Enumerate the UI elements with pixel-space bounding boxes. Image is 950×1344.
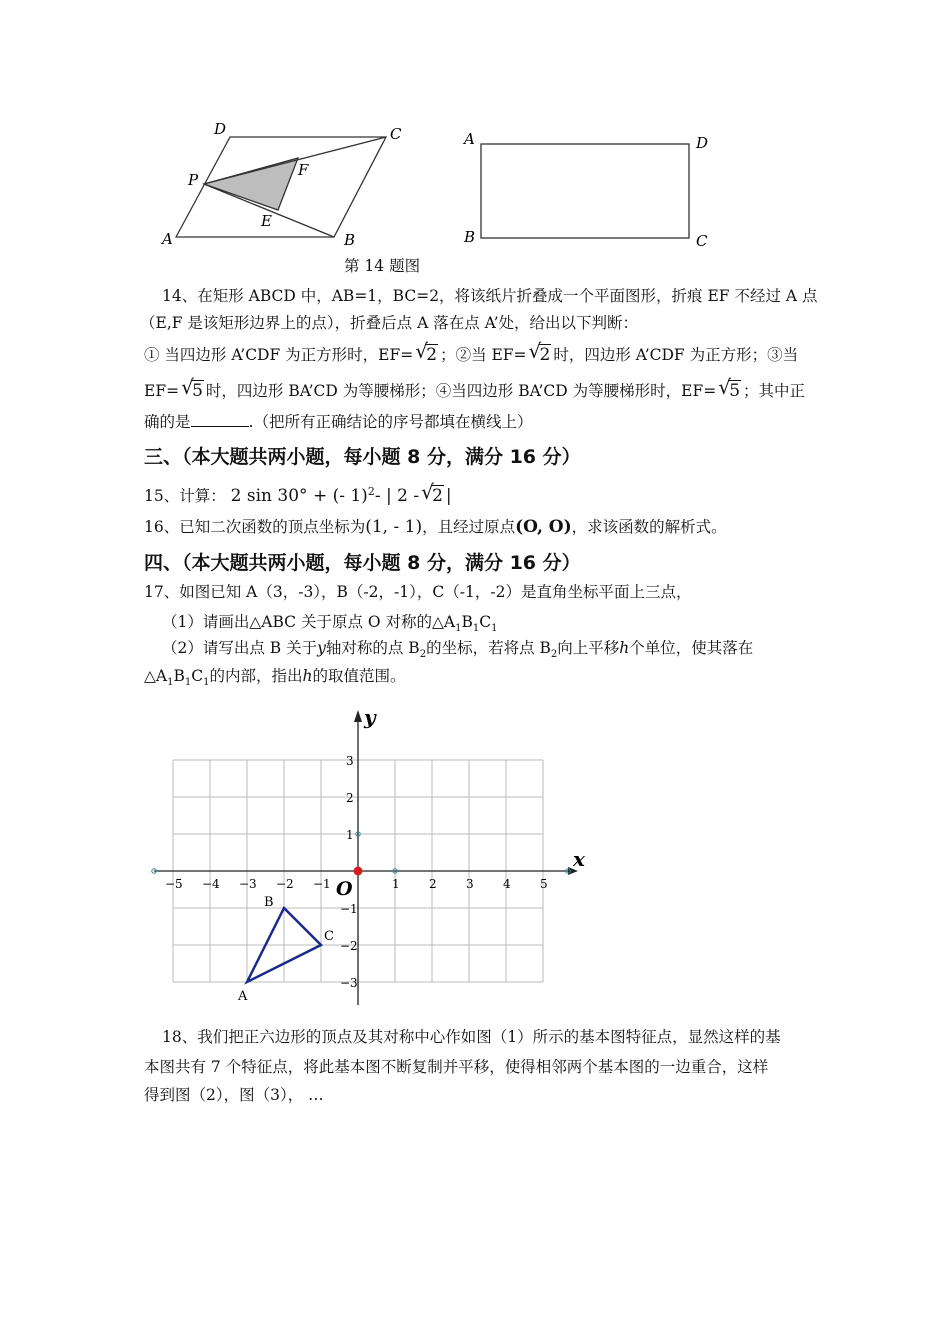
shaded-triangle	[204, 158, 298, 210]
point-label-A: A	[238, 989, 248, 1004]
x-tick-label: 4	[503, 877, 511, 891]
fig14-rectangle	[458, 128, 718, 252]
q14-l3a: ① 当四边形 A’CDF 为正方形时，EF=	[144, 346, 414, 364]
rectangle-outline	[481, 144, 689, 238]
sqrt-2: √ 2	[528, 339, 551, 365]
q14-line2: （E,F 是该矩形边界上的点），折叠后点 A 落在点 A’处，给出以下判断：	[140, 314, 638, 332]
q16-c: ，求该函数的解析式。	[571, 518, 727, 536]
origin-label: O	[336, 878, 353, 900]
origin-point	[354, 867, 363, 876]
x-tick-label: −3	[239, 877, 257, 891]
sqrt-2: √ 2	[421, 480, 443, 507]
q14-l3c: 时，四边形 A’CDF 为正方形；③当	[553, 346, 799, 364]
q14-l3b: ；②当 EF=	[440, 346, 527, 364]
label-P: P	[188, 171, 199, 189]
x-tick-labels	[165, 877, 548, 891]
q17-line4: $\triangle A_1B_1C_1$的内部，指出h的取值范围。	[144, 667, 406, 689]
q14-l4c: ；其中正	[743, 382, 806, 400]
answer-blank[interactable]	[191, 412, 249, 427]
q14-l5b: .（把所有正确结论的序号都填在横线上）	[248, 413, 533, 431]
q14-line5	[144, 412, 532, 432]
label-D: D	[214, 120, 227, 138]
sqrt-2: √ 2	[415, 339, 438, 365]
q14-line4	[144, 375, 806, 401]
point-label-C: C	[324, 929, 334, 944]
q16-b: ，且经过原点	[422, 518, 516, 536]
segment-pc	[204, 137, 386, 184]
q18-line2: 本图共有 7 个特征点，将此基本图不断复制并平移，使得相邻两个基本图的一边重合，这样	[144, 1058, 769, 1076]
label-A: A	[464, 130, 475, 148]
x-tick-label: −2	[276, 877, 294, 891]
y-tick-label: 2	[346, 791, 354, 805]
fig14-caption: 第 14 题图	[344, 257, 421, 275]
section-3-heading: 三、（本大题共两小题，每小题 8 分，满分 16 分）	[144, 446, 581, 468]
q18-line3: 得到图（2），图（3）， …	[144, 1086, 324, 1104]
label-B: B	[464, 228, 476, 246]
q15-exp: 2	[367, 485, 375, 498]
x-tick-label: 2	[429, 877, 437, 891]
y-tick-label: −3	[340, 976, 358, 990]
q17-line3: （2）请写出点 B 关于y轴对称的点 $B_2$的坐标，若将点 $B_2$向上平移h个单位，使其落在	[162, 639, 754, 661]
q15-expr-b: - | 2 -	[374, 486, 420, 507]
y-tick-label: −2	[340, 939, 358, 953]
y-tick-label: 1	[346, 828, 354, 842]
fig14-parallelogram	[158, 118, 418, 253]
q14-l4a: EF=	[144, 382, 180, 400]
x-tick-label: −4	[202, 877, 220, 891]
x-tick-label: 5	[540, 877, 548, 891]
y-axis-label: y	[364, 705, 376, 729]
coordinate-grid	[140, 700, 600, 1010]
y-tick-label: −1	[340, 902, 358, 916]
label-B: B	[344, 231, 356, 249]
q16-vertex: (1, - 1)	[365, 517, 423, 537]
axis-dots	[152, 832, 570, 1010]
q14-line3	[144, 339, 799, 365]
section-4-heading: 四、（本大题共两小题，每小题 8 分，满分 16 分）	[144, 552, 581, 574]
q16-origin: (O, O)	[515, 517, 572, 537]
x-axis-label: x	[573, 847, 585, 871]
q15	[144, 482, 452, 506]
q15-label: 15、计算：	[144, 487, 226, 506]
q15-expr-a: 2 sin 30° + (- 1)	[230, 486, 368, 507]
label-F: F	[298, 161, 309, 179]
q14-l4b: 时，四边形 BA’CD 为等腰梯形；④当四边形 BA’CD 为等腰梯形时，EF=	[205, 382, 717, 400]
q16	[144, 517, 727, 537]
label-C: C	[696, 232, 708, 250]
y-axis-arrow	[354, 710, 362, 722]
q14-line1: 14、在矩形 ABCD 中，AB=1，BC=2，将该纸片折叠成一个平面图形，折痕 EF 不经过 A 点	[162, 287, 818, 305]
sqrt-5: √ 5	[181, 375, 203, 401]
q15-expr-c: |	[445, 486, 452, 507]
x-tick-label: −5	[165, 877, 183, 891]
label-A: A	[162, 230, 173, 248]
y-tick-label: 3	[346, 754, 354, 768]
label-D: D	[696, 134, 709, 152]
x-tick-label: 3	[466, 877, 474, 891]
point-label-B: B	[264, 895, 274, 910]
q14-l5a: 确的是	[144, 413, 191, 431]
x-tick-label: −1	[313, 877, 331, 891]
sqrt-5: √ 5	[718, 375, 741, 401]
q18-line1: 18、我们把正六边形的顶点及其对称中心作如图（1）所示的基本图特征点，显然这样的基	[162, 1028, 781, 1046]
label-E: E	[261, 212, 272, 230]
label-C: C	[390, 125, 402, 143]
q17-line2: （1）请画出△ABC 关于原点 O 对称的$\triangle A_1B_1C_1$	[162, 613, 498, 635]
x-tick-label: 1	[392, 877, 400, 891]
q16-a: 16、已知二次函数的顶点坐标为	[144, 518, 366, 536]
q17-line1: 17、如图已知 A（3，-3），B（-2，-1），C（-1，-2）是直角坐标平面上三点，	[144, 583, 692, 601]
